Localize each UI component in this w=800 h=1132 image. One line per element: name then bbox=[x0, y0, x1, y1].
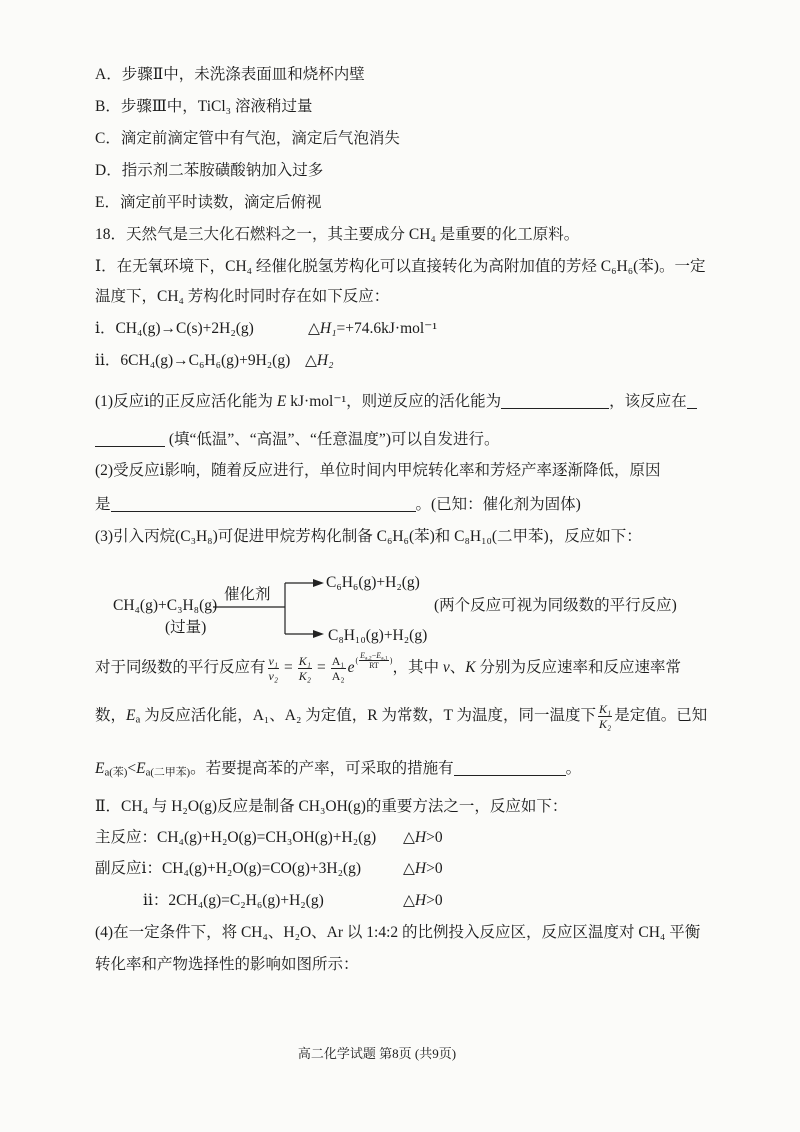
formula-definitions bbox=[95, 696, 707, 736]
enthalpy-variable: H₁ bbox=[319, 320, 337, 337]
answer-blank-start bbox=[687, 393, 697, 409]
reaction-equation: CH₄(g)+H₂O(g)=CH₃OH(g)+H₂(g) bbox=[157, 829, 377, 846]
delta-symbol: △ bbox=[403, 860, 415, 877]
less-than-sign: < bbox=[127, 760, 137, 777]
delta-symbol: △ bbox=[403, 829, 415, 846]
activation-energy-symbol: E bbox=[95, 760, 105, 777]
enthalpy-value: >0 bbox=[426, 892, 443, 909]
option-label: D． bbox=[95, 162, 122, 179]
reaction-label: ⅱ． bbox=[95, 352, 121, 369]
energy-variable: E bbox=[276, 393, 287, 410]
fraction-denominator: v₂ bbox=[268, 668, 279, 683]
scheme-product-benzene: C₆H₆(g)+H₂(g) bbox=[326, 574, 420, 591]
main-reaction bbox=[95, 828, 443, 848]
option-text: 滴定前平时读数，滴定后俯视 bbox=[119, 194, 322, 211]
option-text: 指示剂二苯胺磺酸钠加入过多 bbox=[121, 162, 324, 179]
scheme-catalyst-label: 催化剂 bbox=[224, 586, 271, 603]
enthalpy-variable: H₂ bbox=[316, 352, 334, 369]
subscript: a bbox=[135, 713, 141, 726]
question-text: (填“低温”、“高温”、“任意温度”)可以自发进行。 bbox=[165, 431, 500, 448]
option-text: 滴定前滴定管中有气泡，滴定后气泡消失 bbox=[120, 130, 400, 147]
reaction-label: ⅱ： bbox=[143, 892, 169, 909]
exponent bbox=[355, 651, 392, 670]
question-text: 。(已知：催化剂为固体) bbox=[415, 496, 581, 513]
part-1-intro-line-2: 温度下，CH₄ 芳构化时同时存在如下反应： bbox=[95, 288, 390, 305]
scheme-reactants: CH₄(g)+C₃H₈(g) bbox=[113, 597, 218, 614]
option-c bbox=[95, 129, 400, 149]
activation-energy-symbol: E bbox=[360, 651, 366, 660]
enthalpy-change bbox=[403, 828, 443, 848]
rate-constant-ratio-fraction bbox=[298, 654, 312, 683]
fraction-numerator: v₁ bbox=[268, 653, 279, 668]
question-text: ，该反应在 bbox=[609, 393, 687, 410]
page-footer: 高二化学试题 第8页 (共9页) bbox=[297, 1046, 457, 1061]
definition-text: 数， bbox=[95, 707, 127, 724]
question-text: (1)反应ⅰ的正反应活化能为 bbox=[95, 393, 277, 410]
question-text: 。若要提高苯的产率，可采取的措施有 bbox=[190, 760, 454, 777]
question-text: 是 bbox=[95, 496, 111, 513]
scheme-product-xylene: C₈H₁₀(g)+H₂(g) bbox=[328, 627, 428, 644]
reaction-i bbox=[95, 319, 438, 339]
pre-exponential-ratio-fraction bbox=[331, 654, 346, 683]
option-b bbox=[95, 97, 312, 117]
separator: 、 bbox=[449, 659, 466, 676]
enthalpy-variable: H bbox=[414, 892, 427, 909]
part-1-intro-line-1: Ⅰ．在无氧环境下，CH₄ 经催化脱氢芳构化可以直接转化为高附加值的芳烃 C₆H₆(苯)。一定 bbox=[95, 258, 706, 275]
option-label: E． bbox=[95, 194, 120, 211]
parallel-reaction-formula bbox=[95, 648, 681, 688]
reaction-equation: 2CH₄(g)=C₂H₆(g)+H₂(g) bbox=[168, 892, 324, 909]
side-reaction-ii bbox=[143, 891, 443, 911]
definition-text: 是定值。已知 bbox=[614, 707, 708, 724]
enthalpy-value: >0 bbox=[426, 860, 443, 877]
exponent-denominator: RT bbox=[369, 661, 379, 670]
answer-blank bbox=[454, 760, 566, 776]
option-label: A． bbox=[95, 66, 122, 83]
subscript: a(苯) bbox=[104, 766, 128, 779]
fraction-denominator: A₂ bbox=[331, 668, 345, 683]
fraction-denominator: K₂ bbox=[298, 668, 311, 683]
answer-blank-end bbox=[95, 431, 165, 447]
exponent-numerator bbox=[359, 651, 389, 661]
option-text: 步骤Ⅱ中，未洗涤表面皿和烧杯内壁 bbox=[121, 66, 365, 83]
rate-constant-ratio-fraction bbox=[598, 702, 612, 731]
subquestion-3-intro: (3)引入丙烷(C₃H₈)可促进甲烷芳构化制备 C₆H₆(苯)和 C₈H₁₀(二甲苯)，反应如下： bbox=[95, 528, 642, 545]
answer-blank bbox=[501, 393, 609, 409]
option-d bbox=[95, 161, 323, 181]
definition-text: 为反应活化能，A₁、A₂ 为定值，R 为常数，T 为温度，同一温度下 bbox=[140, 707, 597, 724]
enthalpy-value: =+74.6kJ·mol⁻¹ bbox=[336, 320, 438, 337]
enthalpy-change bbox=[305, 351, 334, 371]
equals-sign: = bbox=[316, 659, 326, 676]
exponent-open-paren: ( bbox=[355, 656, 359, 665]
arrowhead-icon bbox=[313, 630, 324, 638]
reaction-equation: CH₄(g)+H₂O(g)=CO(g)+3H₂(g) bbox=[161, 860, 362, 877]
subquestion-4-line-1: (4)在一定条件下，将 CH₄、H₂O、Ar 以 1:4:2 的比例投入反应区，反应区温度对 CH₄ 平衡 bbox=[95, 924, 701, 941]
option-a bbox=[95, 65, 365, 85]
exponent-fraction bbox=[359, 651, 389, 670]
exponential-base: e bbox=[347, 659, 355, 676]
subscript: a,2 bbox=[365, 655, 372, 662]
subquestion-2-line-1: (2)受反应ⅰ影响，随着反应进行，单位时间内甲烷转化率和芳烃产率逐渐降低，原因 bbox=[95, 462, 661, 479]
reaction-equation: 6CH₄(g)→C₆H₆(g)+9H₂(g) bbox=[120, 352, 291, 369]
fraction-denominator: K₂ bbox=[599, 716, 612, 731]
subquestion-1-line-1 bbox=[95, 392, 697, 412]
subquestion-2-line-2 bbox=[95, 495, 581, 515]
question-text: 。 bbox=[565, 760, 582, 777]
activation-energy-symbol: E bbox=[126, 707, 136, 724]
reaction-ii bbox=[95, 351, 334, 371]
activation-energy-symbol: E bbox=[136, 760, 146, 777]
enthalpy-variable: H bbox=[414, 829, 427, 846]
enthalpy-change bbox=[403, 891, 443, 911]
subscript: a(二甲苯) bbox=[145, 766, 191, 779]
part-2-intro: Ⅱ．CH₄ 与 H₂O(g)反应是制备 CH₃OH(g)的重要方法之一，反应如下： bbox=[95, 798, 568, 815]
enthalpy-change bbox=[308, 319, 437, 339]
arrowhead-icon bbox=[313, 579, 324, 587]
fraction-numerator: A₁ bbox=[331, 653, 345, 668]
option-e bbox=[95, 193, 321, 213]
enthalpy-change bbox=[403, 859, 443, 879]
subquestion-1-line-2 bbox=[95, 430, 499, 450]
rate-ratio-fraction bbox=[268, 654, 280, 683]
question-18-stem: 18．天然气是三大化石燃料之一，其主要成分 CH₄ 是重要的化工原料。 bbox=[95, 226, 580, 243]
scheme-reactant-note: (过量) bbox=[165, 619, 207, 636]
reaction-equation: CH₄(g)→C(s)+2H₂(g) bbox=[115, 320, 254, 337]
subscript: a,1 bbox=[381, 655, 388, 662]
delta-symbol: △ bbox=[308, 320, 320, 337]
option-label: B． bbox=[95, 98, 121, 115]
activation-energy-symbol: E bbox=[376, 651, 382, 660]
enthalpy-value: >0 bbox=[426, 829, 443, 846]
exponent-close-paren: ) bbox=[389, 656, 393, 665]
subquestion-3-question bbox=[95, 759, 581, 779]
delta-symbol: △ bbox=[305, 352, 317, 369]
rate-constant-variable: K bbox=[465, 659, 476, 676]
answer-blank bbox=[111, 496, 416, 512]
reaction-label: 主反应： bbox=[95, 829, 158, 846]
option-text: 步骤Ⅲ中，TiCl₃ 溶液稍过量 bbox=[120, 98, 313, 115]
option-label: C． bbox=[95, 130, 121, 147]
fraction-numerator: K₁ bbox=[599, 701, 612, 716]
formula-text: ，其中 bbox=[392, 659, 443, 676]
rate-variable: v bbox=[442, 659, 450, 676]
side-reaction-i bbox=[95, 859, 443, 879]
reaction-label: ⅰ． bbox=[95, 320, 116, 337]
delta-symbol: △ bbox=[403, 892, 415, 909]
reaction-scheme-arrows bbox=[0, 560, 800, 660]
equals-sign: = bbox=[284, 659, 293, 676]
question-text: kJ·mol⁻¹，则逆反应的活化能为 bbox=[286, 393, 502, 410]
enthalpy-variable: H bbox=[414, 860, 427, 877]
scheme-remark: (两个反应可视为同级数的平行反应) bbox=[434, 597, 677, 614]
fraction-numerator: K₁ bbox=[298, 653, 311, 668]
subquestion-4-line-2: 转化率和产物选择性的影响如图所示： bbox=[95, 956, 359, 973]
formula-lead: 对于同级数的平行反应有 bbox=[95, 659, 266, 676]
formula-text: 分别为反应速率和反应速率常 bbox=[475, 659, 681, 676]
minus-sign: − bbox=[371, 651, 377, 660]
reaction-label: 副反应ⅰ： bbox=[95, 860, 162, 877]
